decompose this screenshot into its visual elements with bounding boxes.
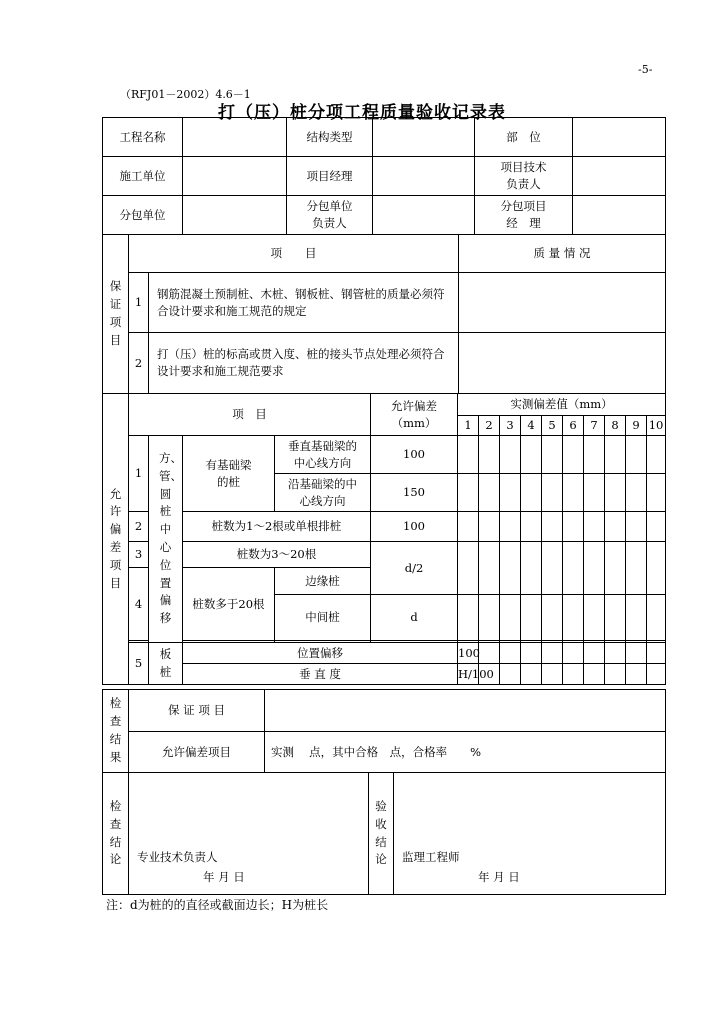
measure-cell[interactable] (647, 436, 666, 474)
subcontractor-label: 分包单位 (103, 196, 183, 235)
measure-cell[interactable] (521, 512, 542, 542)
guarantee-row-text: 钢筋混凝土预制桩、木桩、钢板桩、钢管桩的质量必须符合设计要求和施工规范的规定 (149, 273, 459, 333)
measure-cell[interactable] (563, 595, 584, 641)
measure-cell[interactable] (584, 542, 605, 595)
measure-cell[interactable] (500, 664, 521, 685)
measure-cell[interactable] (458, 595, 479, 641)
measure-cell[interactable] (647, 595, 666, 641)
project-name-field[interactable] (183, 118, 287, 157)
sub-lead-field[interactable] (373, 196, 475, 235)
middle-pile-label: 中间桩 (275, 595, 371, 641)
guarantee-row-no: 1 (129, 273, 149, 333)
tolerance-row-no: 2 (129, 512, 149, 542)
measure-cell[interactable] (521, 595, 542, 641)
project-manager-label: 项目经理 (287, 157, 373, 196)
measure-cell[interactable] (605, 542, 626, 595)
measure-cell[interactable] (500, 436, 521, 474)
measure-cell[interactable] (647, 664, 666, 685)
structure-type-label: 结构类型 (287, 118, 373, 157)
measure-cell[interactable] (542, 664, 563, 685)
form-title: 打（压）桩分项工程质量验收记录表 (218, 103, 506, 123)
project-manager-field[interactable] (373, 157, 475, 196)
subcontractor-field[interactable] (183, 196, 287, 235)
sub-lead-label: 分包单位 负责人 (287, 196, 373, 235)
measure-cell[interactable] (542, 512, 563, 542)
plate-pile-label: 板桩 (149, 643, 183, 685)
contractor-label: 施工单位 (103, 157, 183, 196)
guarantee-section-label: 保证项目 (103, 235, 129, 394)
measure-cell[interactable] (500, 474, 521, 512)
measure-cell[interactable] (458, 542, 479, 595)
pile-center-group-label: 方、管、圆桩中心位置偏移 (149, 436, 183, 643)
measure-cell[interactable] (626, 512, 647, 542)
measure-cell[interactable] (479, 643, 500, 664)
measure-cell[interactable] (605, 474, 626, 512)
measure-cell[interactable] (647, 643, 666, 664)
measure-cell[interactable] (479, 436, 500, 474)
guarantee-row-quality[interactable] (459, 273, 666, 333)
count-gt20-label: 桩数多于20根 (183, 568, 275, 641)
measure-cell[interactable] (563, 542, 584, 595)
location-label: 部 位 (475, 118, 573, 157)
guarantee-quality-header: 质 量 情 况 (459, 235, 666, 273)
tolerance-value: 100 (458, 643, 479, 664)
count-3-20-label: 桩数为3～20根 (183, 542, 371, 568)
measure-cell[interactable] (521, 542, 542, 595)
guarantee-table (102, 234, 666, 394)
count-1-2-label: 桩数为1～2根或单根排桩 (183, 512, 371, 542)
measure-cell[interactable] (479, 512, 500, 542)
tolerance-section-label: 允许偏差项目 (103, 394, 129, 685)
measure-cell[interactable] (605, 664, 626, 685)
measure-cell[interactable] (626, 664, 647, 685)
measure-cell[interactable] (542, 643, 563, 664)
measure-cell[interactable] (521, 474, 542, 512)
tech-lead-label: 项目技术 负责人 (475, 157, 573, 196)
measure-col-header: 7 (584, 416, 605, 436)
measure-col-header: 8 (605, 416, 626, 436)
measure-cell[interactable] (542, 474, 563, 512)
measure-cell[interactable] (584, 474, 605, 512)
check-person-label: 专业技术负责人 (137, 850, 218, 864)
measure-cell[interactable] (563, 474, 584, 512)
guarantee-row-text: 打（压）桩的标高或贯入度、桩的接头节点处理必须符合设计要求和施工规范要求 (149, 333, 459, 394)
tolerance-row-no: 4 (129, 568, 149, 641)
measure-col-header: 6 (563, 416, 584, 436)
measure-cell[interactable] (626, 436, 647, 474)
guarantee-row-no: 2 (129, 333, 149, 394)
measure-cell[interactable] (500, 595, 521, 641)
measure-cell[interactable] (521, 664, 542, 685)
structure-type-field[interactable] (373, 118, 475, 157)
measure-cell[interactable] (626, 595, 647, 641)
measure-cell[interactable] (605, 643, 626, 664)
contractor-field[interactable] (183, 157, 287, 196)
tolerance-value: d (371, 595, 458, 641)
measure-cell[interactable] (563, 512, 584, 542)
measure-cell[interactable] (542, 542, 563, 595)
form-code: （RFJ01－2002）4.6－1 (120, 88, 251, 101)
footnote: 注：d为桩的的直径或截面边长；H为桩长 (106, 898, 329, 912)
tolerance-measured-header: 实测偏差值（mm） (458, 394, 666, 416)
measure-cell[interactable] (521, 436, 542, 474)
measure-col-header: 10 (647, 416, 666, 436)
tolerance-value: d/2 (371, 542, 458, 595)
along-beam-label: 沿基础梁的中心线方向 (275, 474, 371, 512)
check-result-table (102, 689, 666, 773)
measure-cell[interactable] (500, 643, 521, 664)
measure-cell[interactable] (563, 664, 584, 685)
tolerance-row-no: 1 (129, 436, 149, 512)
location-field[interactable] (573, 118, 666, 157)
measure-cell[interactable] (479, 542, 500, 595)
page-number: -5- (638, 63, 653, 76)
accept-date-label: 年 月 日 (478, 870, 520, 884)
check-conclusion-field[interactable] (129, 773, 369, 895)
check-guarantee-label: 保 证 项 目 (129, 690, 265, 732)
guarantee-row-quality[interactable] (459, 333, 666, 394)
tolerance-item-header: 项 目 (129, 394, 371, 436)
measure-col-header: 5 (542, 416, 563, 436)
tolerance-table (102, 393, 666, 685)
measure-cell[interactable] (458, 474, 479, 512)
measure-cell[interactable] (521, 643, 542, 664)
measure-col-header: 1 (458, 416, 479, 436)
tolerance-row-no: 5 (129, 643, 149, 685)
tolerance-value: 150 (371, 474, 458, 512)
measure-cell[interactable] (542, 436, 563, 474)
measure-cell[interactable] (605, 512, 626, 542)
perp-beam-label: 垂直基础梁的中心线方向 (275, 436, 371, 474)
measure-cell[interactable] (479, 595, 500, 641)
edge-pile-label: 边缘桩 (275, 568, 371, 595)
check-summary[interactable]: 实测 点，其中合格 点，合格率 % (265, 732, 666, 773)
tolerance-allow-header: 允许偏差 （mm） (371, 394, 458, 436)
measure-cell[interactable] (584, 436, 605, 474)
tolerance-value: 100 (371, 512, 458, 542)
sub-manager-field[interactable] (573, 196, 666, 235)
position-offset-label: 位置偏移 (183, 643, 458, 664)
check-date-label: 年 月 日 (203, 870, 245, 884)
measure-cell[interactable] (584, 664, 605, 685)
check-result-label: 检查结果 (103, 690, 129, 773)
conclusion-table (102, 772, 666, 895)
accept-conclusion-label: 验收结论 (369, 773, 394, 895)
measure-cell[interactable] (563, 436, 584, 474)
with-beam-label: 有基础梁的桩 (183, 436, 275, 512)
check-guarantee-field[interactable] (265, 690, 666, 732)
measure-col-header: 3 (500, 416, 521, 436)
tech-lead-field[interactable] (573, 157, 666, 196)
check-tolerance-label: 允许偏差项目 (129, 732, 265, 773)
measure-cell[interactable] (584, 643, 605, 664)
measure-cell[interactable] (458, 512, 479, 542)
project-name-label: 工程名称 (103, 118, 183, 157)
measure-col-header: 9 (626, 416, 647, 436)
sub-manager-label: 分包项目 经 理 (475, 196, 573, 235)
measure-cell[interactable] (647, 474, 666, 512)
measure-cell[interactable] (605, 595, 626, 641)
measure-cell[interactable] (626, 643, 647, 664)
accept-conclusion-field[interactable] (394, 773, 666, 895)
measure-cell[interactable] (458, 436, 479, 474)
measure-cell[interactable] (542, 595, 563, 641)
measure-cell[interactable] (563, 643, 584, 664)
measure-cell[interactable] (626, 474, 647, 512)
measure-cell[interactable] (584, 512, 605, 542)
measure-cell[interactable] (647, 512, 666, 542)
tolerance-value: 100 (371, 436, 458, 474)
guarantee-item-header: 项 目 (129, 235, 459, 273)
measure-col-header: 2 (479, 416, 500, 436)
measure-cell[interactable] (647, 542, 666, 595)
measure-cell[interactable] (605, 436, 626, 474)
header-table (102, 117, 666, 235)
tolerance-row-no: 3 (129, 542, 149, 568)
measure-cell[interactable] (500, 512, 521, 542)
measure-cell[interactable] (626, 542, 647, 595)
measure-col-header: 4 (521, 416, 542, 436)
measure-cell[interactable] (584, 595, 605, 641)
accept-person-label: 监理工程师 (402, 850, 460, 864)
check-conclusion-label: 检查结论 (103, 773, 129, 895)
measure-cell[interactable] (500, 542, 521, 595)
verticality-label: 垂 直 度 (183, 664, 458, 685)
measure-cell[interactable] (479, 474, 500, 512)
tolerance-value: H/100 (458, 664, 479, 685)
